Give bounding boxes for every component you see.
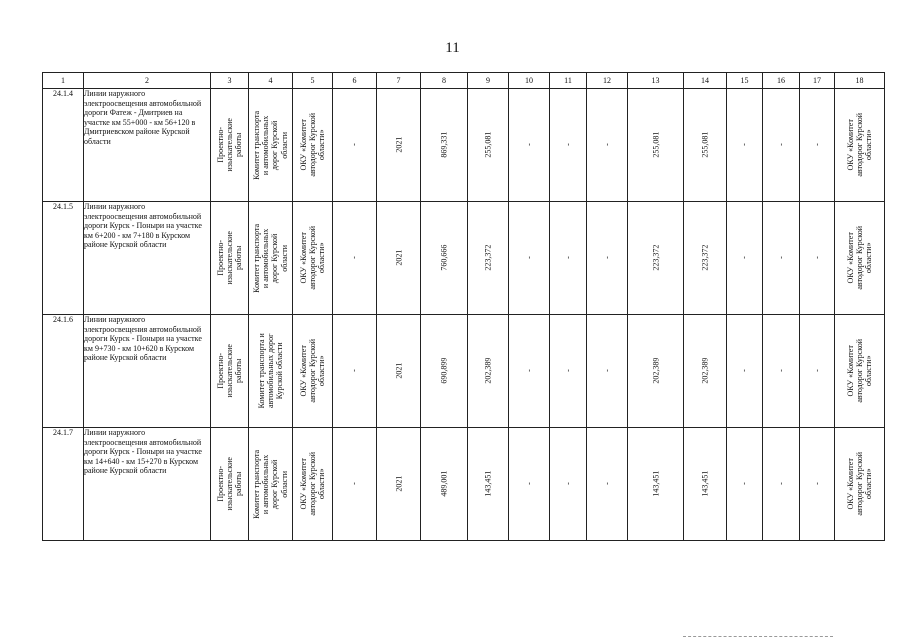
value-cell-c9-text: 202,389	[483, 358, 493, 384]
value-cell-c7-text: 2021	[393, 250, 403, 266]
value-cell-c6	[333, 89, 377, 202]
column-header: 17	[800, 73, 835, 89]
column-header: 8	[421, 73, 468, 89]
customer-cell	[249, 315, 293, 428]
column-header: 6	[333, 73, 377, 89]
value-cell-c9	[468, 89, 509, 202]
column-header: 3	[211, 73, 249, 89]
value-cell-c10-text: -	[524, 143, 534, 147]
value-cell-c15-text: -	[739, 256, 749, 260]
value-cell-c10-text: -	[524, 369, 534, 373]
customer-cell-text: Комитет транспорта и автомобильных дорог Курской области	[256, 333, 285, 409]
value-cell-c14-text: 143,451	[700, 471, 710, 497]
customer-cell	[249, 428, 293, 541]
value-cell-c15	[727, 428, 763, 541]
responsible-cell	[835, 202, 885, 315]
value-cell-c9	[468, 315, 509, 428]
value-cell-c11-text: -	[563, 143, 573, 147]
value-cell-c15-text: -	[739, 482, 749, 486]
value-cell-c8	[421, 315, 468, 428]
work-type-cell	[211, 428, 249, 541]
column-header: 14	[684, 73, 727, 89]
value-cell-c10-text: -	[524, 256, 534, 260]
work-type-cell-text: Проектно- изыскательские работы	[215, 118, 244, 172]
value-cell-c11-text: -	[563, 256, 573, 260]
value-cell-c7	[377, 315, 421, 428]
value-cell-c16	[763, 202, 800, 315]
value-cell-c9-text: 143,451	[483, 471, 493, 497]
column-header: 15	[727, 73, 763, 89]
contractor-cell-text: ОКУ «Комитет автодорог Курской области»	[298, 452, 327, 516]
value-cell-c12	[587, 428, 628, 541]
value-cell-c14-text: 223,372	[700, 245, 710, 271]
value-cell-c11	[550, 315, 587, 428]
value-cell-c10	[509, 202, 550, 315]
value-cell-c17-text: -	[812, 482, 822, 486]
value-cell-c17-text: -	[812, 256, 822, 260]
value-cell-c6-text: -	[349, 256, 359, 260]
column-header: 2	[84, 73, 211, 89]
responsible-cell-text: ОКУ «Комитет автодорог Курской области»	[845, 452, 874, 516]
value-cell-c16	[763, 315, 800, 428]
value-cell-c10	[509, 89, 550, 202]
customer-cell	[249, 89, 293, 202]
value-cell-c8-text: 869,331	[439, 132, 449, 158]
column-header: 18	[835, 73, 885, 89]
column-header: 16	[763, 73, 800, 89]
value-cell-c9-text: 255,081	[483, 132, 493, 158]
responsible-cell-text: ОКУ «Комитет автодорог Курской области»	[845, 113, 874, 177]
value-cell-c10	[509, 428, 550, 541]
value-cell-c16-text: -	[776, 143, 786, 147]
column-header: 7	[377, 73, 421, 89]
value-cell-c15	[727, 202, 763, 315]
value-cell-c16	[763, 428, 800, 541]
work-type-cell-text: Проектно- изыскательские работы	[215, 231, 244, 285]
value-cell-c7-text: 2021	[393, 137, 403, 153]
table-row	[43, 89, 885, 202]
value-cell-c7-text: 2021	[393, 363, 403, 379]
value-cell-c13	[628, 315, 684, 428]
value-cell-c12	[587, 89, 628, 202]
column-header: 10	[509, 73, 550, 89]
value-cell-c6	[333, 315, 377, 428]
value-cell-c10	[509, 315, 550, 428]
column-header: 5	[293, 73, 333, 89]
value-cell-c17	[800, 202, 835, 315]
value-cell-c9-text: 223,372	[483, 245, 493, 271]
value-cell-c11	[550, 202, 587, 315]
contractor-cell-text: ОКУ «Комитет автодорог Курской области»	[298, 226, 327, 290]
customer-cell-text: Комитет транспорта и автомобильных дорог Курской области	[252, 449, 289, 519]
work-type-cell	[211, 315, 249, 428]
table-row	[43, 202, 885, 315]
customer-cell-text: Комитет транспорта и автомобильных дорог Курской области	[252, 110, 289, 180]
value-cell-c17	[800, 315, 835, 428]
value-cell-c13	[628, 89, 684, 202]
value-cell-c7-text: 2021	[393, 476, 403, 492]
object-name: Линии наружного электроосвещения автомобильной дороги Курск - Поныри на участке км 9+730 - км 10+620 в Курском районе Курской области	[84, 315, 211, 428]
contractor-cell-text: ОКУ «Комитет автодорог Курской области»	[298, 339, 327, 403]
value-cell-c8	[421, 428, 468, 541]
customer-cell	[249, 202, 293, 315]
value-cell-c6	[333, 428, 377, 541]
value-cell-c8-text: 690,899	[439, 358, 449, 384]
value-cell-c16-text: -	[776, 482, 786, 486]
value-cell-c13-text: 202,389	[650, 358, 660, 384]
value-cell-c7	[377, 89, 421, 202]
value-cell-c16-text: -	[776, 369, 786, 373]
value-cell-c7	[377, 428, 421, 541]
column-header: 11	[550, 73, 587, 89]
value-cell-c15	[727, 89, 763, 202]
object-name: Линии наружного электроосвещения автомобильной дороги Фатеж - Дмитриев на участке км 55+000 - км 56+120 в Дмитриевском районе Курской области	[84, 89, 211, 202]
value-cell-c13-text: 223,372	[650, 245, 660, 271]
footer-rule	[683, 636, 833, 638]
value-cell-c17	[800, 89, 835, 202]
value-cell-c14	[684, 428, 727, 541]
value-cell-c16	[763, 89, 800, 202]
responsible-cell	[835, 428, 885, 541]
value-cell-c16-text: -	[776, 256, 786, 260]
contractor-cell	[293, 89, 333, 202]
value-cell-c11	[550, 89, 587, 202]
value-cell-c17-text: -	[812, 369, 822, 373]
value-cell-c14	[684, 315, 727, 428]
row-code: 24.1.4	[43, 89, 84, 202]
value-cell-c6-text: -	[349, 482, 359, 486]
object-name: Линии наружного электроосвещения автомобильной дороги Курск - Поныри на участке км 6+200 - км 7+180 в Курском районе Курской области	[84, 202, 211, 315]
value-cell-c11-text: -	[563, 369, 573, 373]
column-header: 4	[249, 73, 293, 89]
page-number: 11	[445, 40, 460, 56]
column-header: 12	[587, 73, 628, 89]
header-row	[43, 73, 885, 89]
table-row	[43, 315, 885, 428]
responsible-cell	[835, 89, 885, 202]
customer-cell-text: Комитет транспорта и автомобильных дорог Курской области	[252, 223, 289, 293]
column-header: 13	[628, 73, 684, 89]
work-type-cell-text: Проектно- изыскательские работы	[215, 344, 244, 398]
contractor-cell	[293, 202, 333, 315]
value-cell-c13-text: 255,081	[650, 132, 660, 158]
table-row	[43, 428, 885, 541]
value-cell-c13-text: 143,451	[650, 471, 660, 497]
responsible-cell-text: ОКУ «Комитет автодорог Курской области»	[845, 339, 874, 403]
value-cell-c17-text: -	[812, 143, 822, 147]
value-cell-c12-text: -	[602, 369, 612, 373]
contractor-cell-text: ОКУ «Комитет автодорог Курской области»	[298, 113, 327, 177]
responsible-cell-text: ОКУ «Комитет автодорог Курской области»	[845, 226, 874, 290]
value-cell-c12	[587, 315, 628, 428]
value-cell-c9	[468, 202, 509, 315]
value-cell-c6-text: -	[349, 143, 359, 147]
column-header: 1	[43, 73, 84, 89]
value-cell-c12-text: -	[602, 256, 612, 260]
row-code: 24.1.7	[43, 428, 84, 541]
value-cell-c14-text: 255,081	[700, 132, 710, 158]
value-cell-c13	[628, 202, 684, 315]
value-cell-c9	[468, 428, 509, 541]
work-type-cell	[211, 89, 249, 202]
row-code: 24.1.5	[43, 202, 84, 315]
object-name: Линии наружного электроосвещения автомобильной дороги Курск - Поныри на участке км 14+640 - км 15+270 в Курском районе Курской области	[84, 428, 211, 541]
value-cell-c14-text: 202,389	[700, 358, 710, 384]
contractor-cell	[293, 315, 333, 428]
value-cell-c7	[377, 202, 421, 315]
value-cell-c12-text: -	[602, 143, 612, 147]
value-cell-c15-text: -	[739, 369, 749, 373]
value-cell-c11	[550, 428, 587, 541]
value-cell-c14	[684, 89, 727, 202]
value-cell-c8	[421, 89, 468, 202]
value-cell-c15-text: -	[739, 143, 749, 147]
value-cell-c15	[727, 315, 763, 428]
column-header: 9	[468, 73, 509, 89]
responsible-cell	[835, 315, 885, 428]
value-cell-c6	[333, 202, 377, 315]
value-cell-c13	[628, 428, 684, 541]
value-cell-c6-text: -	[349, 369, 359, 373]
data-table	[42, 72, 885, 541]
value-cell-c14	[684, 202, 727, 315]
work-type-cell-text: Проектно- изыскательские работы	[215, 457, 244, 511]
value-cell-c11-text: -	[563, 482, 573, 486]
value-cell-c12	[587, 202, 628, 315]
value-cell-c12-text: -	[602, 482, 612, 486]
value-cell-c10-text: -	[524, 482, 534, 486]
value-cell-c8-text: 760,666	[439, 245, 449, 271]
value-cell-c17	[800, 428, 835, 541]
value-cell-c8-text: 489,001	[439, 471, 449, 497]
value-cell-c8	[421, 202, 468, 315]
row-code: 24.1.6	[43, 315, 84, 428]
contractor-cell	[293, 428, 333, 541]
work-type-cell	[211, 202, 249, 315]
